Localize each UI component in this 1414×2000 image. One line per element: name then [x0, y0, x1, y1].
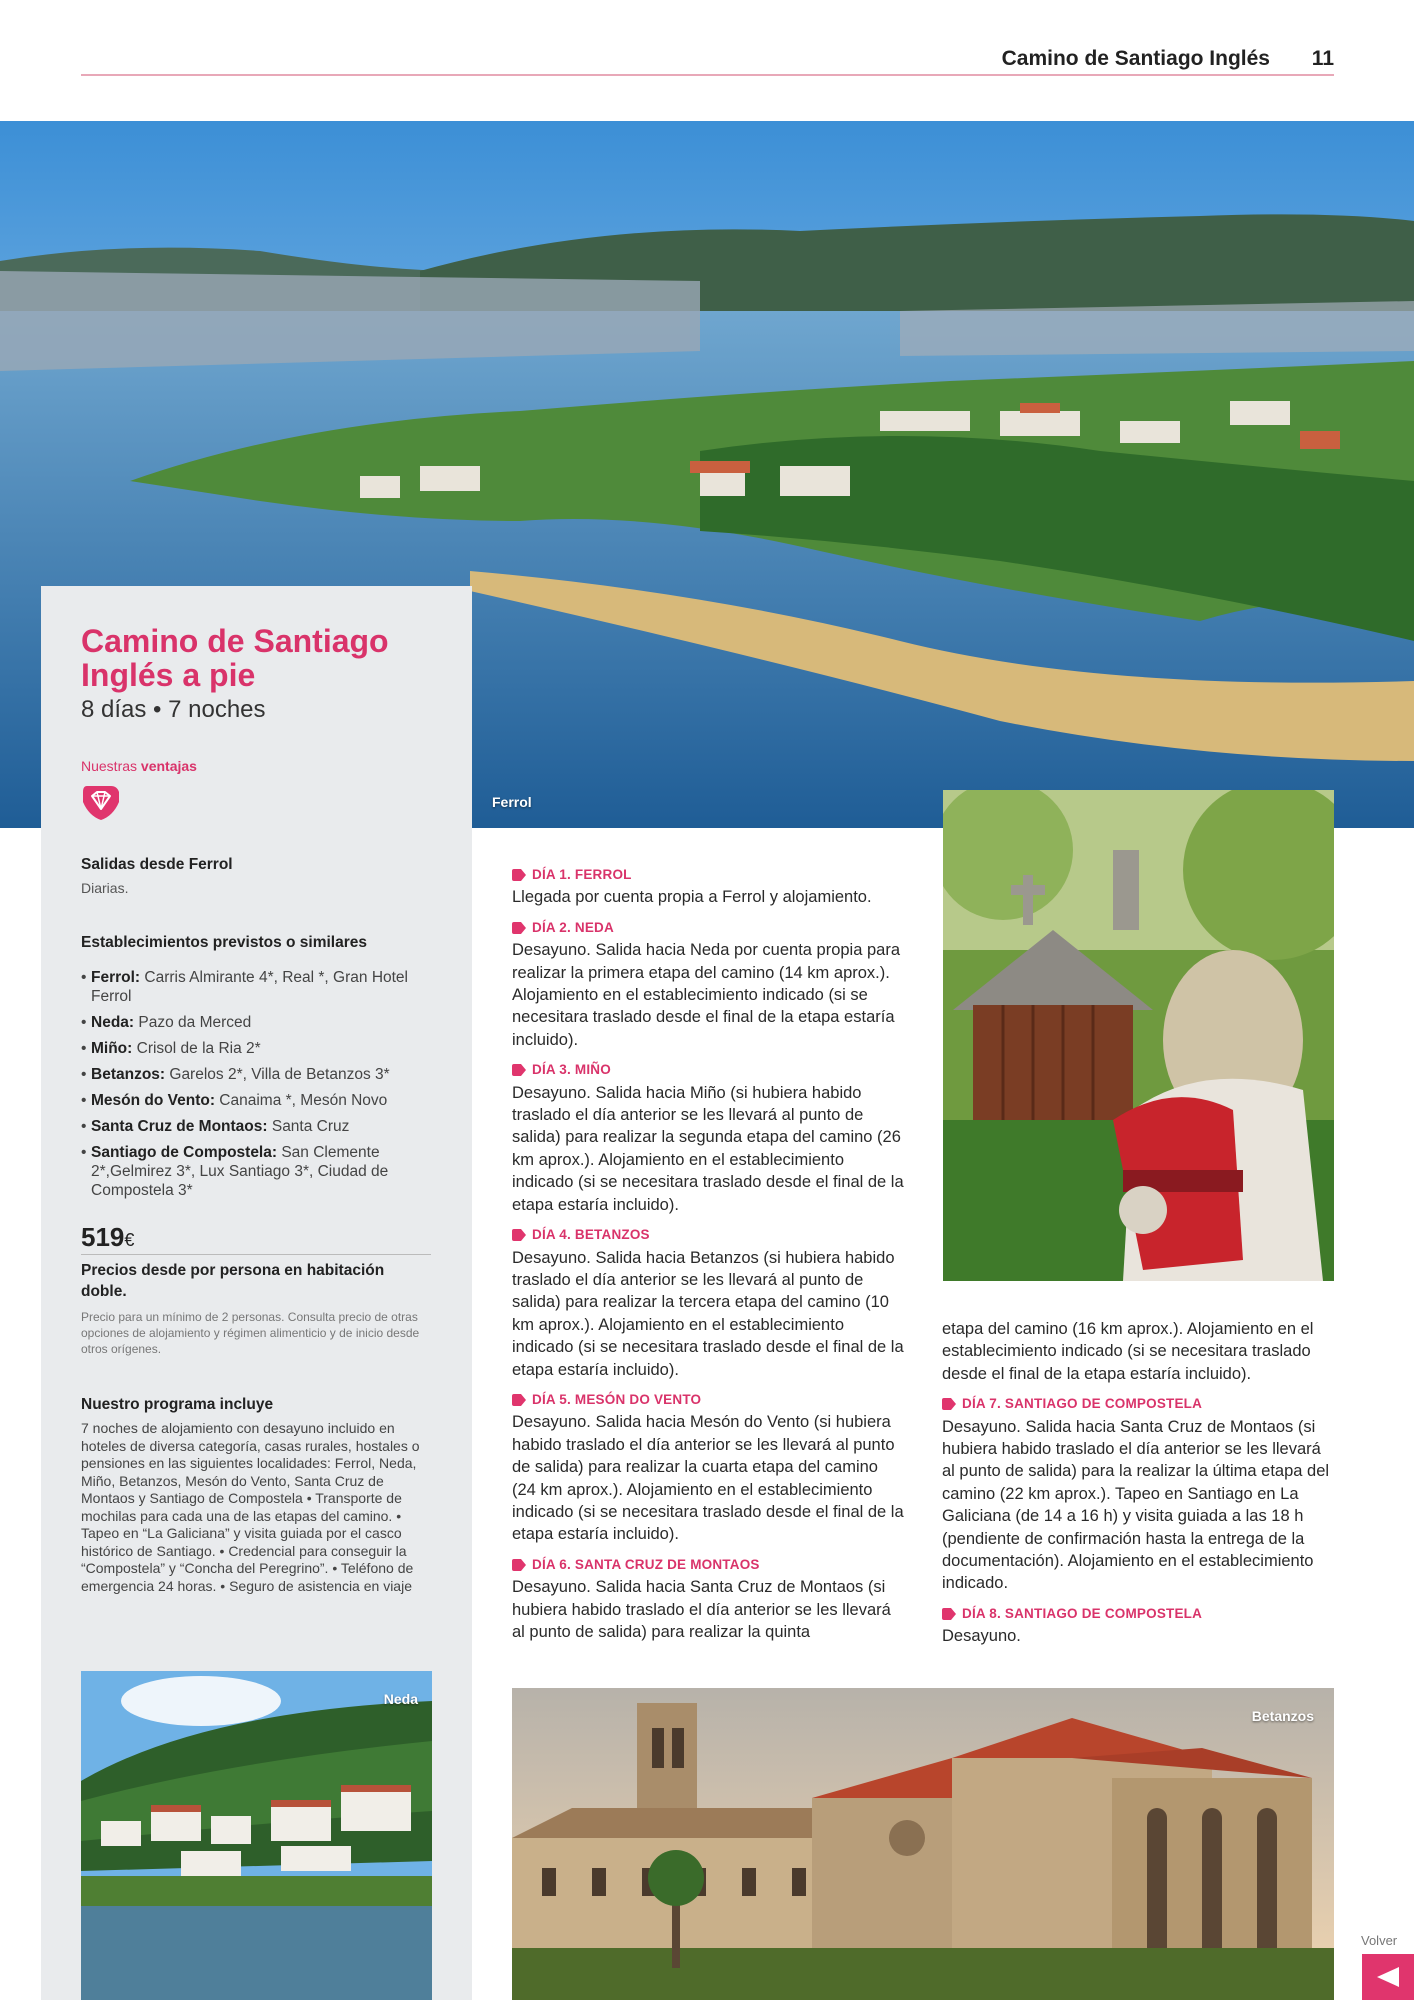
tag-icon — [512, 1229, 526, 1241]
includes-text: 7 noches de alojamiento con desayuno incluido en hoteles de diversa categoría, casas rurales, hostales o pensiones en las siguientes localidades: Ferrol, Neda, Miño, Betanzos, Mesón do Vento, Santa Cruz de Montaos y Santiago de Compostela • Transporte de mochilas para cada una de las etapas del camino. • Tapeo en “La Galiciana” y visita guiada por el casco histórico de Santiago. • Credencial para conseguir la “Compostela” y “Concha del Peregrino”. • Teléfono de emergencia 24 horas. • Seguro de asistencia en viaje — [81, 1420, 420, 1594]
price-divider — [81, 1254, 431, 1255]
day-1-text: Llegada por cuenta propia a Ferrol y alojamiento. — [512, 888, 872, 907]
hero-caption: Ferrol — [492, 794, 532, 810]
header-title: Camino de Santiago Inglés — [1001, 47, 1270, 70]
day-2-text: Desayuno. Salida hacia Neda por cuenta propia para realizar la primera etapa del camino (14 km aprox.). Alojamiento en el establecimiento indicado (si se necesitara traslado desde el final de la etapa estaría incluido). — [512, 941, 901, 1049]
list-item: • Santa Cruz de Montaos: Santa Cruz — [81, 1117, 431, 1136]
advantages-bold: ventajas — [140, 758, 197, 774]
price-description: Precios desde por persona en habitación doble. — [81, 1262, 385, 1300]
itinerary-column-2 — [942, 1318, 1334, 1648]
day-4-title: DÍA 4. BETANZOS — [512, 1224, 904, 1246]
tag-icon — [942, 1398, 956, 1410]
tour-duration: 8 días • 7 noches — [81, 696, 266, 723]
day-4-text: Desayuno. Salida hacia Betanzos (si hubiera habido traslado el día anterior se les llevará al punto de salida) para realizar la tercera etapa del camino (10 km aprox.). Alojamiento en el establecimiento indicado (si se necesitara traslado desde el final de la etapa estaría incluido). — [512, 1248, 904, 1379]
departures-heading: Salidas desde Ferrol — [81, 856, 233, 873]
day-1-title: DÍA 1. FERROL — [512, 864, 904, 886]
establishments-heading: Establecimientos previstos o similares — [81, 934, 368, 951]
list-item: • Santiago de Compostela: San Clemente 2*,Gelmirez 3*, Lux Santiago 3*, Ciudad de Compostela 3* — [81, 1143, 431, 1200]
day-6-text: Desayuno. Salida hacia Santa Cruz de Montaos (si hubiera habido traslado el día anterior se les llevará al punto de salida) para realizar la quinta — [512, 1578, 891, 1641]
day-5-text: Desayuno. Salida hacia Mesón do Vento (si hubiera habido traslado el día anterior se les llevará al punto de salida) para realizar la cuarta etapa del camino (24 km aprox.). Alojamiento en el establecimiento indicado (si se necesitara traslado desde el final de la etapa estaría incluido). — [512, 1413, 904, 1544]
page-header — [81, 40, 1334, 76]
advantages-label — [81, 758, 197, 774]
price-note: Precio para un mínimo de 2 personas. Consulta precio de otras opciones de alojamiento y régimen alimenticio y de inicio desde otros orígenes. — [81, 1310, 420, 1356]
departures-value: Diarias. — [81, 880, 129, 896]
back-label: Volver — [1361, 1933, 1398, 1948]
price-amount: 519€ — [81, 1222, 135, 1252]
betanzos-photo — [512, 1688, 1334, 2000]
triangle-left-icon — [1375, 1965, 1401, 1989]
neda-caption: Neda — [383, 1691, 418, 1707]
day-8-text: Desayuno. — [942, 1627, 1021, 1646]
day-7-title: DÍA 7. SANTIAGO DE COMPOSTELA — [942, 1393, 1334, 1415]
page-number: 11 — [1311, 47, 1334, 70]
neda-photo — [81, 1671, 432, 2000]
list-item: • Betanzos: Garelos 2*, Villa de Betanzos 3* — [81, 1065, 431, 1084]
list-item: • Miño: Crisol de la Ria 2* — [81, 1039, 431, 1058]
betanzos-caption: Betanzos — [1251, 1708, 1314, 1724]
tag-icon — [512, 1064, 526, 1076]
tour-title: Camino de Santiago Inglés a pie — [81, 623, 389, 693]
tag-icon — [512, 922, 526, 934]
diamond-icon — [81, 782, 121, 822]
tag-icon — [512, 1559, 526, 1571]
day-7-text: Desayuno. Salida hacia Santa Cruz de Montaos (si hubiera habido traslado el día anterior se les llevará al punto de salida) para la realizar la última etapa del camino (22 km aprox.). Tapeo en Santiago en La Galiciana (de 14 a 16 h) y visita guiada a las 18 h (pendiente de confirmación hasta la entrega de la documentación). Alojamiento en el establecimiento indicado. — [942, 1417, 1330, 1593]
day-3-text: Desayuno. Salida hacia Miño (si hubiera habido traslado el día anterior se les llevará al punto de salida) para realizar la segunda etapa del camino (26 km aprox.). Alojamiento en el establecimiento indicado (si se necesitara traslado desde el final de la etapa estaría incluido). — [512, 1083, 904, 1214]
day-3-title: DÍA 3. MIÑO — [512, 1059, 904, 1081]
day-6-text-continued: etapa del camino (16 km aprox.). Alojamiento en el establecimiento indicado (si se necesitara traslado desde el final de la etapa estaría incluido). — [942, 1320, 1314, 1383]
list-item: • Ferrol: Carris Almirante 4*, Real *, Gran Hotel Ferrol — [81, 968, 431, 1006]
list-item: • Neda: Pazo da Merced — [81, 1013, 431, 1032]
day-2-title: DÍA 2. NEDA — [512, 917, 904, 939]
advantages-prefix: Nuestras — [81, 758, 141, 774]
back-button[interactable] — [1362, 1954, 1414, 2000]
day-5-title: DÍA 5. MESÓN DO VENTO — [512, 1389, 904, 1411]
day-6-title: DÍA 6. SANTA CRUZ DE MONTAOS — [512, 1554, 904, 1576]
tag-icon — [512, 869, 526, 881]
pilgrim-photo — [943, 790, 1334, 1281]
list-item: • Mesón do Vento: Canaima *, Mesón Novo — [81, 1091, 431, 1110]
day-8-title: DÍA 8. SANTIAGO DE COMPOSTELA — [942, 1603, 1334, 1625]
tag-icon — [942, 1608, 956, 1620]
includes-heading: Nuestro programa incluye — [81, 1396, 274, 1413]
itinerary-column-1 — [512, 864, 904, 1643]
establishments-list — [81, 968, 431, 1207]
tag-icon — [512, 1394, 526, 1406]
